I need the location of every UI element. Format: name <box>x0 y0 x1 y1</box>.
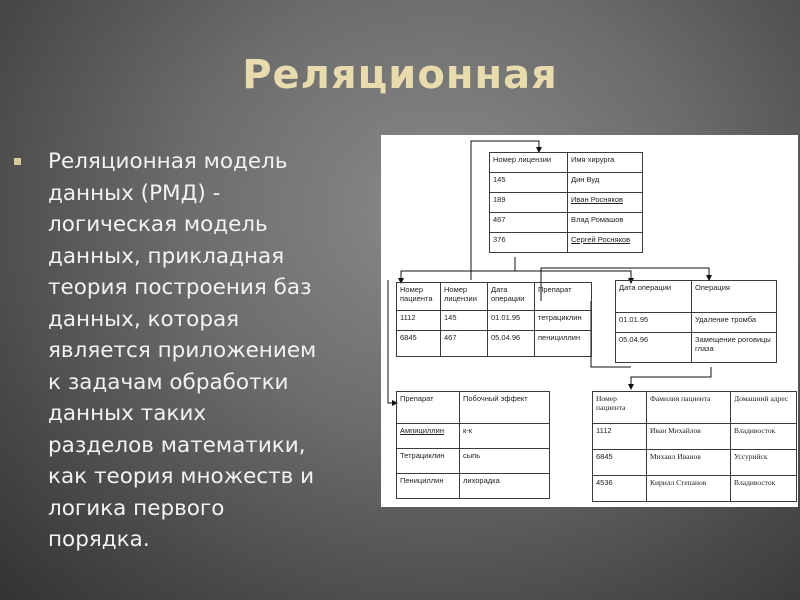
table-cell: Иван Михайлов <box>647 424 731 450</box>
table-cell: 6845 <box>593 450 647 476</box>
table-header-cell: Дата операции <box>488 283 535 311</box>
table-row <box>397 449 550 474</box>
table-cell: Дин Вуд <box>568 173 643 193</box>
table-row <box>593 450 797 476</box>
table-row <box>616 313 777 333</box>
table-cell: 01.01.95 <box>488 311 535 331</box>
table-cell: к-к <box>460 424 550 449</box>
table-row <box>490 213 643 233</box>
operations-table <box>396 282 592 357</box>
table-cell: Пенициллин <box>397 474 460 499</box>
patients-table <box>592 391 797 502</box>
table-cell: пенициллин <box>535 331 592 357</box>
table-row <box>397 424 550 449</box>
table-header-cell: Имя хирурга <box>568 153 643 173</box>
drugs-table <box>396 391 550 499</box>
table-header-row <box>490 153 643 173</box>
table-cell: Кирилл Степанов <box>647 476 731 502</box>
table-cell: Владивосток <box>731 424 797 450</box>
table-cell: Удаление тромба <box>692 313 777 333</box>
table-row <box>616 333 777 363</box>
table-row <box>397 311 592 331</box>
procedures-table <box>615 280 777 363</box>
table-cell: 05.04.96 <box>616 333 692 363</box>
table-cell: Сергей Росняков <box>568 233 643 253</box>
table-cell: 376 <box>490 233 568 253</box>
table-cell: тетрациклин <box>535 311 592 331</box>
table-header-cell: Дата операции <box>616 281 692 313</box>
table-header-row <box>593 392 797 424</box>
table-row <box>490 193 643 213</box>
table-cell: Влад Ромашов <box>568 213 643 233</box>
table-cell: Михаил Иванов <box>647 450 731 476</box>
table-header-row <box>616 281 777 313</box>
table-cell: Уссурийск <box>731 450 797 476</box>
table-cell: 189 <box>490 193 568 213</box>
table-cell: лихорадка <box>460 474 550 499</box>
table-row <box>593 476 797 502</box>
table-cell: Замещение роговицы глаза <box>692 333 777 363</box>
table-cell: 01.01.95 <box>616 313 692 333</box>
table-header-cell: Номер лицензии <box>441 283 488 311</box>
table-row <box>397 331 592 357</box>
table-cell: 1112 <box>593 424 647 450</box>
table-cell: 1112 <box>397 311 441 331</box>
bullet-marker <box>14 158 21 165</box>
table-cell: 6845 <box>397 331 441 357</box>
table-row <box>397 474 550 499</box>
surgeons-table <box>489 152 643 253</box>
table-cell: 05.04.96 <box>488 331 535 357</box>
table-row <box>490 173 643 193</box>
table-row <box>490 233 643 253</box>
table-header-cell: Побочный эффект <box>460 392 550 424</box>
table-cell: 467 <box>441 331 488 357</box>
table-header-cell: Фамилия пациента <box>647 392 731 424</box>
table-header-row <box>397 392 550 424</box>
table-cell: Тетрациклин <box>397 449 460 474</box>
table-cell: Ампициллин <box>397 424 460 449</box>
table-header-cell: Номер пациента <box>593 392 647 424</box>
table-header-cell: Препарат <box>535 283 592 311</box>
table-cell: 145 <box>490 173 568 193</box>
relational-diagram <box>381 135 798 507</box>
slide-title: Реляционная <box>242 52 558 98</box>
table-row <box>593 424 797 450</box>
bullet-text: Реляционная модель данных (РМД) - логическая модель данных, прикладная теория построения баз данных, которая является приложением к задачам обработки данных таких разделов математики, как теория множеств и логика первого порядка. <box>48 149 317 552</box>
table-header-cell: Номер лицензии <box>490 153 568 173</box>
table-cell: 4536 <box>593 476 647 502</box>
table-cell: 467 <box>490 213 568 233</box>
table-cell: Иван Росняков <box>568 193 643 213</box>
table-header-cell: Номер пациента <box>397 283 441 311</box>
table-header-cell: Домашний адрес <box>731 392 797 424</box>
table-cell: Владивосток <box>731 476 797 502</box>
table-cell: 145 <box>441 311 488 331</box>
table-header-cell: Препарат <box>397 392 460 424</box>
table-header-cell: Операция <box>692 281 777 313</box>
table-cell: сыпь <box>460 449 550 474</box>
table-header-row <box>397 283 592 311</box>
